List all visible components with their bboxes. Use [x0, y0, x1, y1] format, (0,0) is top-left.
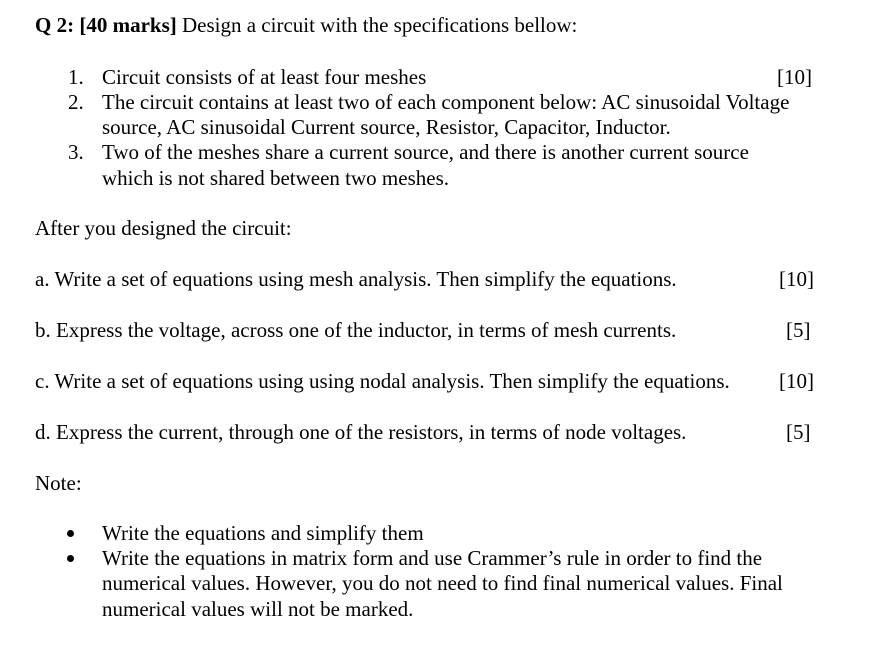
spec-item: [68, 89, 789, 115]
note-line: Write the equations and simplify them: [102, 521, 424, 545]
task-text: a. Write a set of equations using mesh analysis. Then simplify the equations.: [35, 267, 677, 291]
task-text: c. Write a set of equations using using nodal analysis. Then simplify the equations.: [35, 369, 730, 393]
question-header: [35, 12, 577, 38]
spec-line: source, AC sinusoidal Current source, Resistor, Capacitor, Inductor.: [102, 115, 671, 139]
after-heading: After you designed the circuit:: [35, 216, 292, 240]
spec-marks: [10]: [777, 65, 812, 89]
bullet-icon: [67, 530, 74, 537]
spec-number: 2.: [68, 90, 84, 114]
spec-line: The circuit contains at least two of each component below: AC sinusoidal Voltage: [102, 90, 790, 114]
spec-item: [68, 64, 426, 90]
question-title: Design a circuit with the specifications bellow:: [181, 13, 578, 37]
question-marks: [40 marks]: [79, 13, 177, 37]
spec-line: Circuit consists of at least four meshes: [102, 65, 427, 89]
task-text: d. Express the current, through one of the resistors, in terms of node voltages.: [35, 420, 687, 444]
spec-number: 3.: [68, 140, 84, 164]
task-text: b. Express the voltage, across one of the inductor, in terms of mesh currents.: [35, 318, 677, 342]
question-number: Q 2:: [35, 13, 75, 37]
spec-item: [68, 139, 749, 165]
spec-line: which is not shared between two meshes.: [102, 166, 450, 190]
spec-line: Two of the meshes share a current source, and there is another current source: [102, 140, 749, 164]
bullet-icon: [67, 555, 74, 562]
note-line: Write the equations in matrix form and use Crammer’s rule in order to find the: [102, 546, 763, 570]
task-marks: [10]: [779, 267, 814, 291]
task-marks: [5]: [786, 420, 811, 444]
spec-number: 1.: [68, 65, 84, 89]
task-marks: [10]: [779, 369, 814, 393]
task-marks: [5]: [786, 318, 811, 342]
note-line: numerical values. However, you do not need to find final numerical values. Final: [102, 571, 783, 595]
note-line: numerical values will not be marked.: [102, 597, 414, 621]
note-heading: Note:: [35, 471, 82, 495]
